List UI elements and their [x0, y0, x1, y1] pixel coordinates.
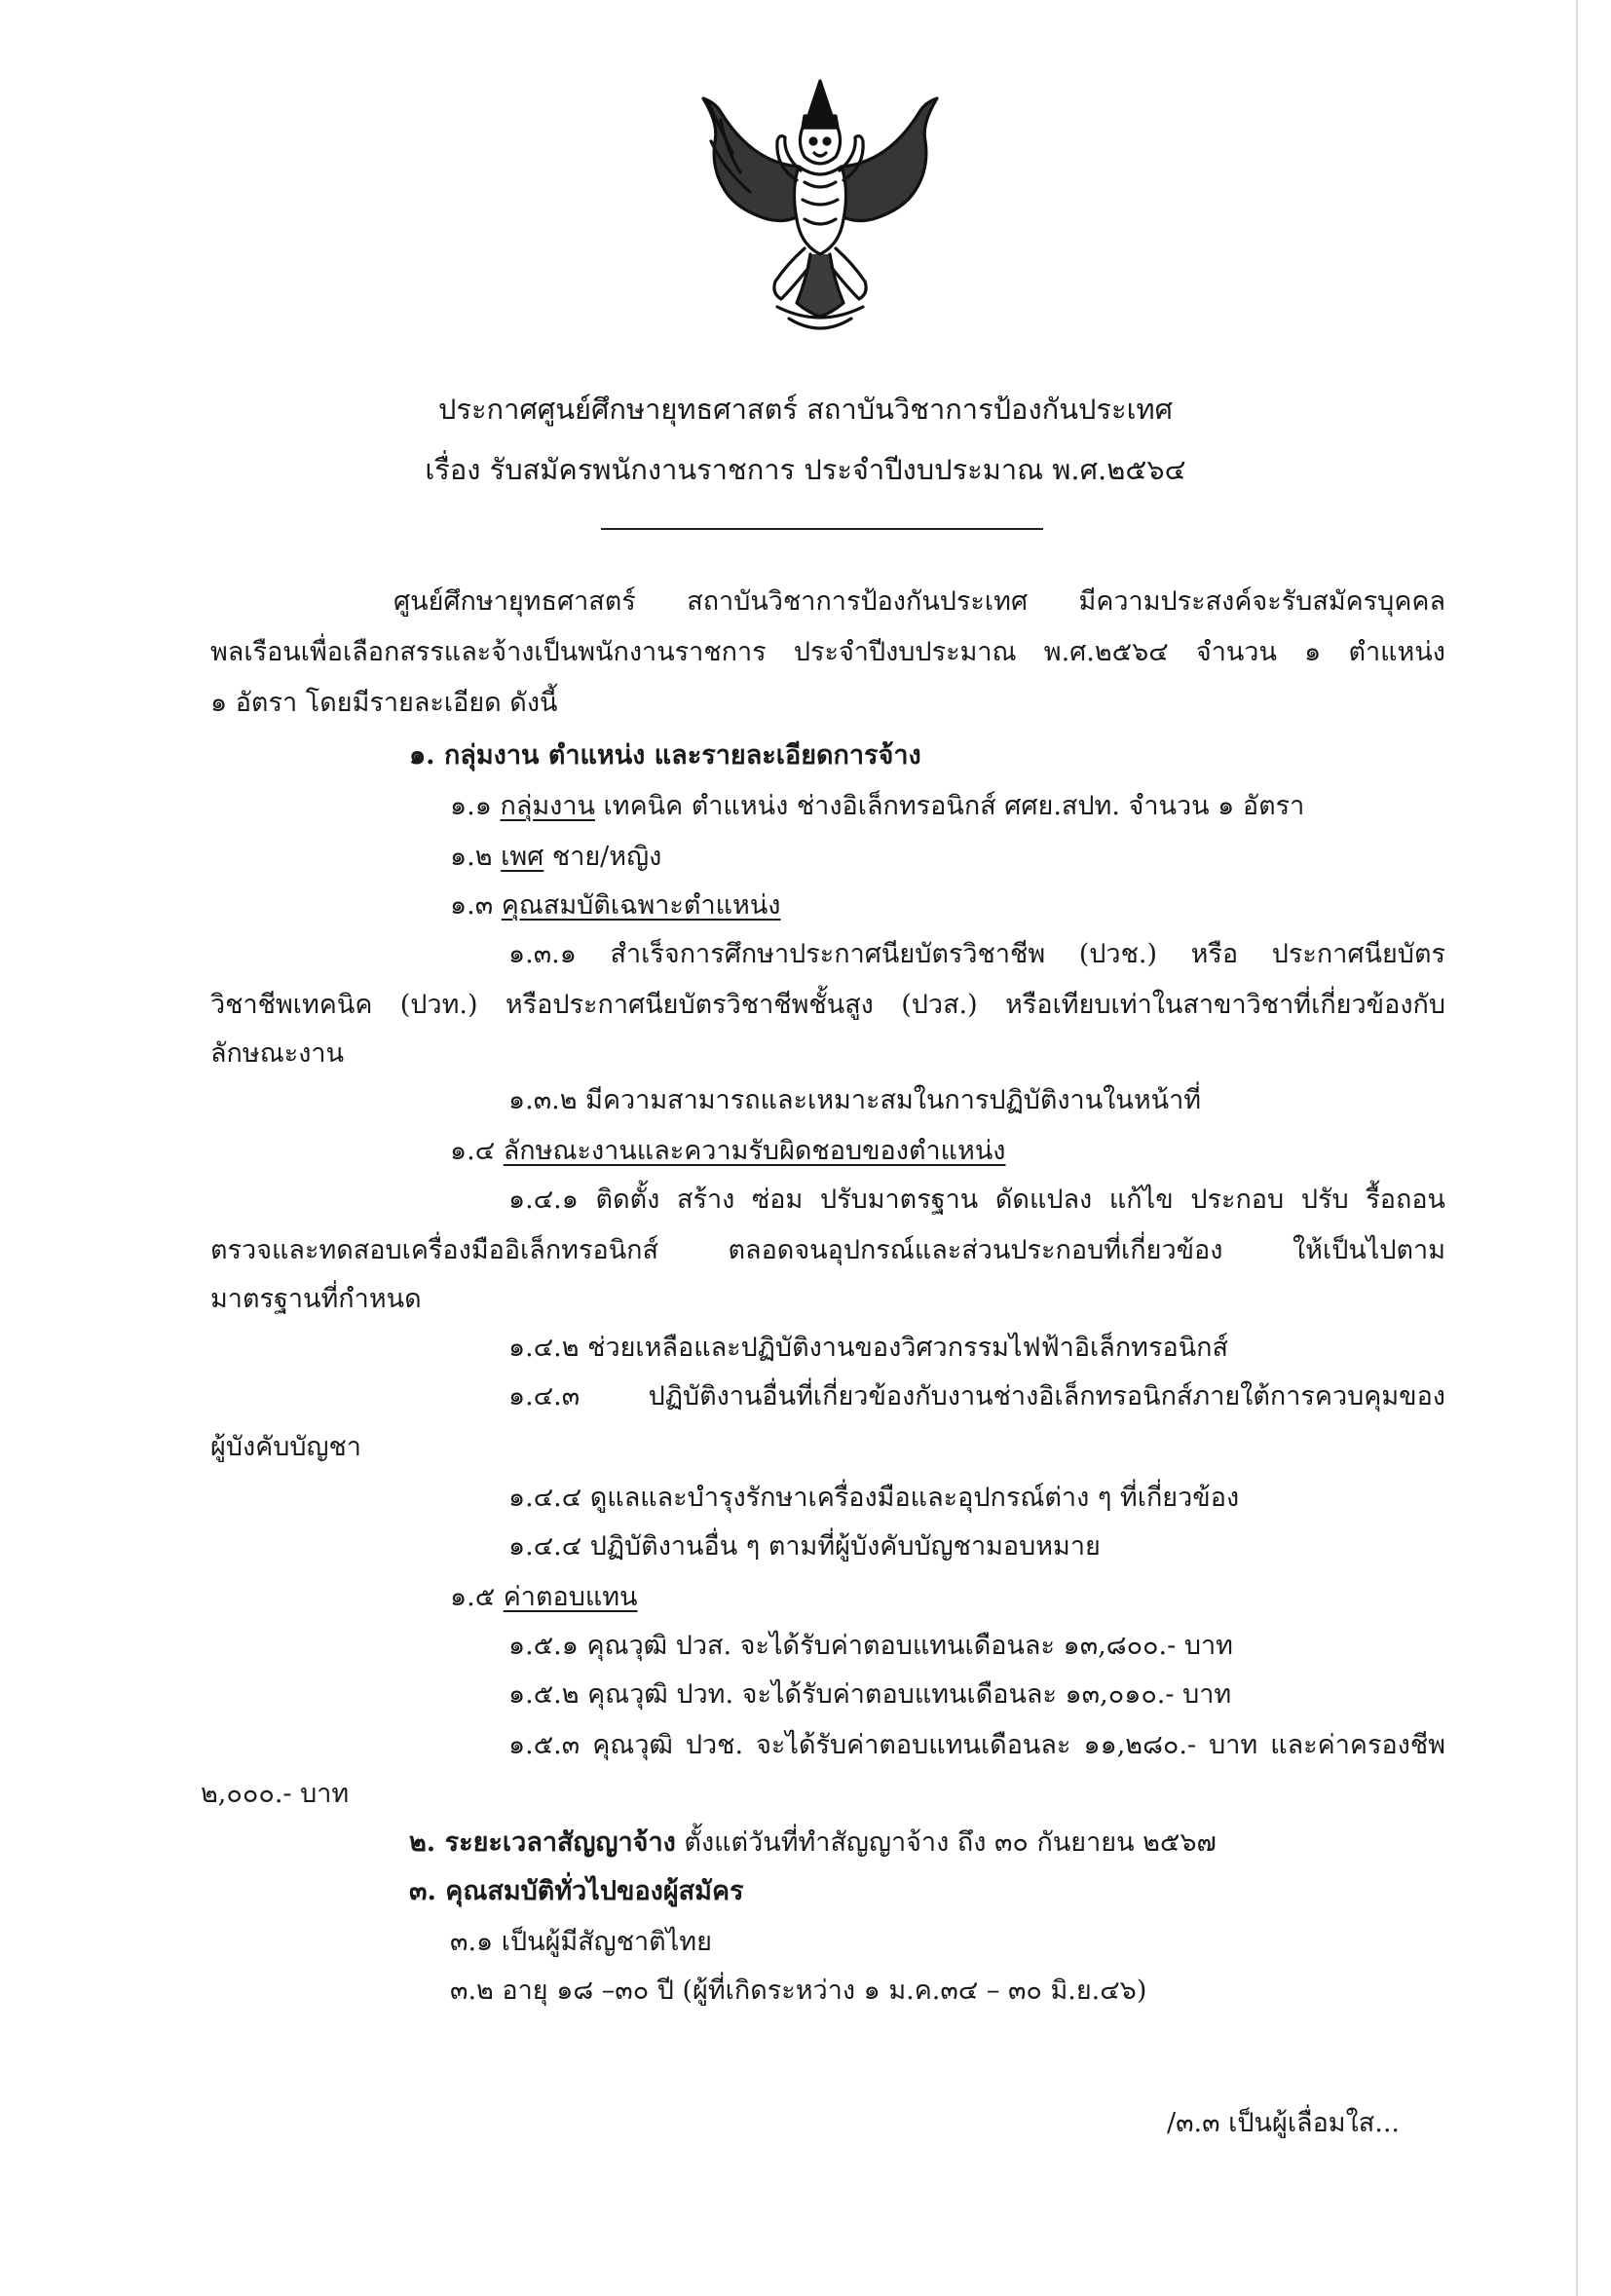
intro-line-3: ๑ อัตรา โดยมีรายละเอียด ดังนี้: [210, 688, 558, 718]
item-1-4-label: ลักษณะงานและความรับผิดชอบของตำแหน่ง: [503, 1136, 1006, 1166]
item-1-4-1-line-3: มาตรฐานที่กำหนด: [210, 1284, 422, 1314]
item-1-3-1-line-2: วิชาชีพเทคนิค (ปวท.) หรือประกาศนียบัตรวิชาชีพชั้นสูง (ปวส.) หรือเทียบเท่าในสาขาวิชาที่เกี่ยวข้องกับ: [210, 990, 1445, 1020]
section-2-text: ตั้งแต่วันที่ทำสัญญาจ้าง ถึง ๓๐ กันยายน ๒๕๖๗: [675, 1827, 1217, 1858]
item-1-3-number: ๑.๓: [450, 890, 494, 921]
item-1-3-1-line-1: ๑.๓.๑ สำเร็จการศึกษาประกาศนียบัตรวิชาชีพ (ปวช.) หรือ ประกาศนียบัตร: [508, 939, 1445, 969]
announcement-subject: เรื่อง รับสมัครพนักงานราชการ ประจำปีงบประมาณ พ.ศ.๒๕๖๔: [425, 453, 1186, 486]
item-1-3: [450, 886, 780, 925]
item-1-5-3-line-1: ๑.๕.๓ คุณวุฒิ ปวช. จะได้รับค่าตอบแทนเดือนละ ๑๑,๒๘๐.- บาท และค่าครองชีพ: [508, 1730, 1445, 1760]
section-3-heading: ๓. คุณสมบัติทั่วไปของผู้สมัคร: [409, 1876, 744, 1906]
item-1-3-label: คุณสมบัติเฉพาะตำแหน่ง: [501, 890, 781, 921]
item-1-5-1: ๑.๕.๑ คุณวุฒิ ปวส. จะได้รับค่าตอบแทนเดือนละ ๑๓,๘๐๐.- บาท: [508, 1631, 1233, 1661]
item-1-4-4: ๑.๔.๔ ดูแลและบำรุงรักษาเครื่องมือและอุปกรณ์ต่าง ๆ ที่เกี่ยวข้อง: [508, 1483, 1240, 1513]
item-1-1-number: ๑.๑: [450, 791, 492, 821]
page-edge: [1576, 0, 1578, 2296]
announcement-title: ประกาศศูนย์ศึกษายุทธศาสตร์ สถาบันวิชาการป้องกันประเทศ: [437, 393, 1174, 426]
item-1-4-number: ๑.๔: [450, 1136, 496, 1166]
item-1-4-1-line-1: ๑.๔.๑ ติดตั้ง สร้าง ซ่อม ปรับมาตรฐาน ดัดแปลง แก้ไข ประกอบ ปรับ รื้อถอน: [508, 1185, 1445, 1215]
item-3-1: ๓.๑ เป็นผู้มีสัญชาติไทย: [450, 1927, 712, 1957]
section-2: [409, 1824, 1217, 1863]
item-1-4-3-line-2: ผู้บังคับบัญชา: [210, 1432, 361, 1462]
item-1-5-number: ๑.๕: [450, 1582, 496, 1612]
item-1-4-2: ๑.๔.๒ ช่วยเหลือและปฏิบัติงานของวิศวกรรมไฟฟ้าอิเล็กทรอนิกส์: [508, 1333, 1228, 1363]
item-3-2: ๓.๒ อายุ ๑๘ –๓๐ ปี (ผู้ที่เกิดระหว่าง ๑ ม.ค.๓๔ – ๓๐ มิ.ย.๔๖): [450, 1976, 1147, 2006]
item-1-5: [450, 1578, 638, 1617]
item-1-2-number: ๑.๒: [450, 842, 493, 872]
section-2-heading: ๒. ระยะเวลาสัญญาจ้าง: [409, 1827, 676, 1858]
header-divider: [601, 528, 1043, 530]
item-1-1-text: เทคนิค ตำแหน่ง ช่างอิเล็กทรอนิกส์ ศศย.สปท. จำนวน ๑ อัตรา: [594, 791, 1305, 821]
item-1-1: [450, 787, 1304, 826]
item-1-1-label: กลุ่มงาน: [500, 791, 595, 821]
item-1-2-text: ชาย/หญิง: [543, 842, 662, 872]
item-1-5-label: ค่าตอบแทน: [503, 1582, 638, 1612]
item-1-5-2: ๑.๕.๒ คุณวุฒิ ปวท. จะได้รับค่าตอบแทนเดือนละ ๑๓,๐๑๐.- บาท: [508, 1679, 1232, 1710]
garuda-emblem-icon: [682, 73, 959, 351]
item-1-3-1-line-3: ลักษณะงาน: [210, 1038, 345, 1069]
item-1-4-1-line-2: ตรวจและทดสอบเครื่องมืออิเล็กทรอนิกส์ ตลอดจนอุปกรณ์และส่วนประกอบที่เกี่ยวข้อง ให้เป็นไปตาม: [210, 1235, 1445, 1265]
item-1-4: [450, 1132, 1006, 1171]
item-1-2: [450, 838, 661, 877]
item-1-2-label: เพศ: [501, 842, 544, 872]
item-1-3-2: ๑.๓.๒ มีความสามารถและเหมาะสมในการปฏิบัติงานในหน้าที่: [508, 1085, 1202, 1115]
intro-line-2: พลเรือนเพื่อเลือกสรรและจ้างเป็นพนักงานราชการ ประจำปีงบประมาณ พ.ศ.๒๕๖๔ จำนวน ๑ ตำแหน่ง: [210, 637, 1445, 667]
item-1-4-3-line-1: ๑.๔.๓ ปฏิบัติงานอื่นที่เกี่ยวข้องกับงานช่างอิเล็กทรอนิกส์ภายใต้การควบคุมของ: [508, 1381, 1445, 1411]
item-1-5-3-line-2: ๒,๐๐๐.- บาท: [201, 1779, 350, 1809]
intro-line-1: ศูนย์ศึกษายุทธศาสตร์ สถาบันวิชาการป้องกันประเทศ มีความประสงค์จะรับสมัครบุคคล: [393, 586, 1445, 617]
item-1-4-4-b: ๑.๔.๔ ปฏิบัติงานอื่น ๆ ตามที่ผู้บังคับบัญชามอบหมาย: [508, 1531, 1101, 1562]
section-1-heading: ๑. กลุ่มงาน ตำแหน่ง และรายละเอียดการจ้าง: [409, 740, 921, 771]
continuation-note: /๓.๓ เป็นผู้เลื่อมใส...: [1167, 2108, 1401, 2138]
